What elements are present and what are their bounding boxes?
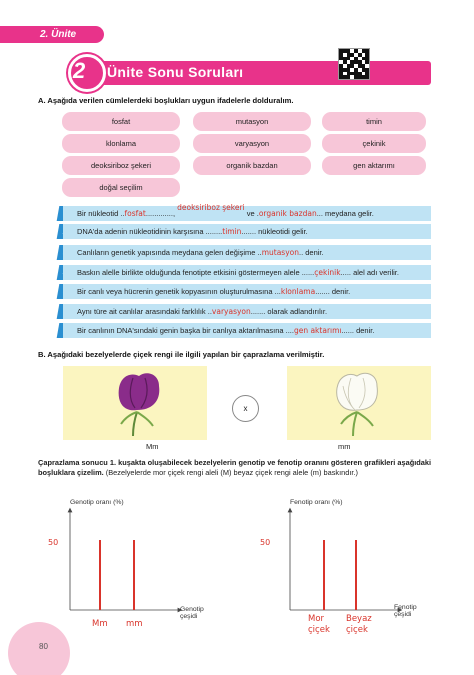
word-chip: varyasyon [193, 134, 311, 153]
cross-question [38, 458, 436, 478]
sentence-text: ve . [244, 209, 259, 218]
sentence-text: ...... denir. [341, 326, 375, 335]
sentence-row [63, 224, 431, 239]
question-bold-text: Çaprazlama sonucu 1. kuşakta oluşabilecek bezelyelerin genotip ve fenotip oranını gösteren grafikleri aşağıdaki boşluklara çizelim. [38, 458, 432, 477]
genotype-category-label: mm [126, 619, 143, 629]
word-chip: gen aktarımı [322, 156, 426, 175]
sentence-text: ....... olarak adlandırılır. [250, 307, 328, 316]
sentence-text: ....... denir. [315, 287, 351, 296]
sentence-text: Bir canlının DNA'sındaki genin başka bir canlıya aktarılmasına .... [77, 326, 294, 335]
question-normal-text: (Bezelyelerde mor çiçek rengi aleli (M) beyaz çiçek rengi alele (m) baskındır.) [103, 468, 358, 477]
phenotype-y-tick-label: 50 [260, 538, 271, 547]
page-title: Ünite Sonu Soruları [107, 64, 244, 80]
word-chip: organik bazdan [193, 156, 311, 175]
sentence-row [63, 304, 431, 319]
cross-symbol: x [232, 395, 259, 422]
genotype-y-axis-label: Genotip oranı (%) [70, 499, 124, 506]
sentence-text: ..... alel adı verilir. [340, 268, 399, 277]
answer-text: deoksiriboz şekeri [177, 203, 245, 212]
phenotype-chart [280, 505, 410, 615]
white-flower-icon [287, 366, 431, 440]
genotype-x-axis-label: Genotip çeşidi [180, 606, 204, 620]
phenotype-category-label: Beyaz çiçek [346, 614, 372, 635]
sentence-text: Aynı türe ait canlılar arasındaki farklılık .. [77, 307, 212, 316]
sentence-text: ............., [145, 209, 178, 218]
sentence-text: .. denir. [299, 248, 324, 257]
section-b-instruction: B. Aşağıdaki bezelyelerde çiçek rengi ile ilgili yapılan bir çaprazlama verilmiştir. [38, 350, 325, 359]
sentence-row [63, 245, 431, 260]
answer-text: klonlama [280, 287, 316, 296]
answer-text: varyasyon [211, 307, 251, 316]
qr-code-icon[interactable] [338, 48, 370, 80]
white-flower-panel [287, 366, 431, 440]
answer-text: fosfat [124, 209, 146, 218]
purple-flower-panel [63, 366, 207, 440]
answer-text: timin [222, 227, 242, 236]
unit-badge-number: 2 [73, 58, 86, 83]
purple-flower-icon [63, 366, 207, 440]
word-chip: mutasyon [193, 112, 311, 131]
sentence-text: Canlıların genetik yapısında meydana gelen değişime .. [77, 248, 262, 257]
answer-text: çekinik [314, 268, 341, 277]
word-chip: timin [322, 112, 426, 131]
sentence-text: DNA'da adenin nükleotidinin karşısına ........ [77, 227, 223, 236]
answer-text: mutasyon [261, 248, 299, 257]
word-chip: fosfat [62, 112, 180, 131]
sentence-text: ....... nükleotidi gelir. [241, 227, 308, 236]
answer-text: organik bazdan [258, 209, 317, 218]
word-chip: klonlama [62, 134, 180, 153]
word-chip: çekinik [322, 134, 426, 153]
genotype-category-label: Mm [92, 619, 108, 629]
unit-tab: 2. Ünite [0, 26, 104, 43]
phenotype-x-axis-label: Fenotip çeşidi [394, 604, 417, 618]
sentence-text: Baskın alelle birlikte olduğunda fenotipte etkisini göstermeyen alele ...... [77, 268, 315, 277]
page-number: 80 [39, 642, 48, 651]
sentence-text: Bir nükleotid .. [77, 209, 125, 218]
genotype-y-tick-label: 50 [48, 538, 59, 547]
sentence-row [63, 323, 431, 338]
sentence-text: ... meydana gelir. [316, 209, 374, 218]
sentence-row [63, 203, 431, 221]
phenotype-y-axis-label: Fenotip oranı (%) [290, 499, 343, 506]
left-flower-caption: Mm [146, 442, 159, 451]
phenotype-category-label: Mor çiçek [308, 614, 330, 635]
word-chip: deoksiriboz şekeri [62, 156, 180, 175]
section-a-instruction: A. Aşağıda verilen cümlelerdeki boşlukları uygun ifadelerle dolduralım. [38, 96, 294, 105]
sentence-text: Bir canlı veya hücrenin genetik kopyasının oluşturulmasına ... [77, 287, 281, 296]
right-flower-caption: mm [338, 442, 351, 451]
answer-text: gen aktarımı [293, 326, 342, 335]
word-chip: doğal seçilim [62, 178, 180, 197]
sentence-row [63, 265, 431, 280]
sentence-row [63, 284, 431, 299]
genotype-chart [60, 505, 190, 615]
